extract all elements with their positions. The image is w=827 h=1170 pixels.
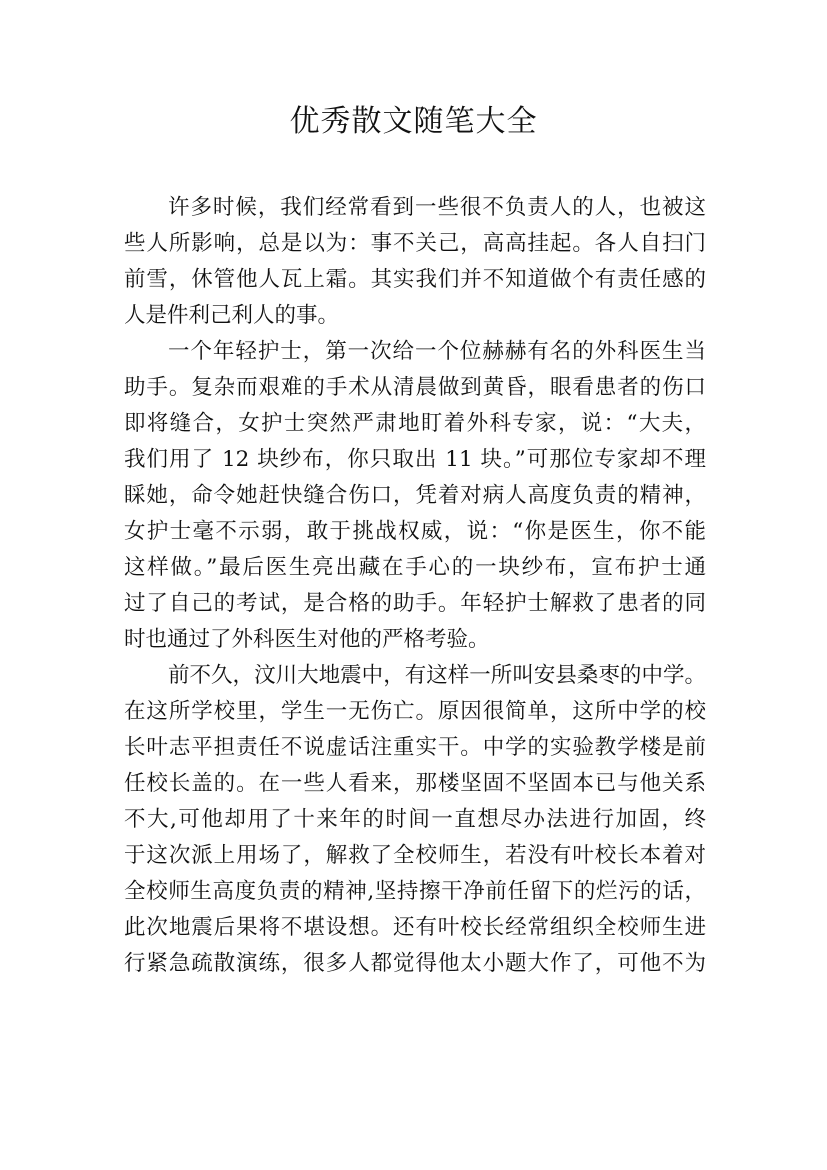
text-line: 行紧急疏散演练，很多人都觉得他太小题大作了，可他不为 xyxy=(124,951,706,976)
text-line: 长叶志平担责任不说虚话注重实干。中学的实验教学楼是前 xyxy=(124,735,706,760)
text-line: 许多时候，我们经常看到一些很不负责人的人，也被这 xyxy=(168,195,706,220)
text-line: 前不久，汶川大地震中，有这样一所叫安县桑枣的中学。 xyxy=(168,663,706,688)
text-line: 这样做。”最后医生亮出藏在手心的一块纱布，宣布护士通 xyxy=(124,555,706,580)
document-body xyxy=(124,190,706,982)
text-line: 前雪，休管他人瓦上霜。其实我们并不知道做个有责任感的 xyxy=(124,267,706,292)
text-line: 女护士毫不示弱，敢于挑战权威，说：“你是医生，你不能 xyxy=(124,519,706,544)
text-line: 些人所影响，总是以为：事不关己，高高挂起。各人自扫门 xyxy=(124,231,706,256)
text-line: 即将缝合，女护士突然严肃地盯着外科专家，说：“大夫， xyxy=(124,411,706,436)
paragraph-2 xyxy=(124,334,706,658)
text-line: 时也通过了外科医生对他的严格考验。 xyxy=(124,627,490,652)
text-line: 全校师生高度负责的精神,坚持擦干净前任留下的烂污的话， xyxy=(124,879,706,904)
text-line: 一个年轻护士，第一次给一个位赫赫有名的外科医生当 xyxy=(168,339,706,364)
text-line: 我们用了 12 块纱布，你只取出 11 块。”可那位专家却不理 xyxy=(124,447,706,472)
text-line: 助手。复杂而艰难的手术从清晨做到黄昏，眼看患者的伤口 xyxy=(124,375,706,400)
text-line: 此次地震后果将不堪设想。还有叶校长经常组织全校师生进 xyxy=(124,915,706,940)
text-line: 任校长盖的。在一些人看来，那楼坚固不坚固本已与他关系 xyxy=(124,771,706,796)
text-line: 不大,可他却用了十来年的时间一直想尽办法进行加固，终 xyxy=(124,807,706,832)
text-line: 人是件利己利人的事。 xyxy=(124,303,340,328)
text-line: 在这所学校里，学生一无伤亡。原因很简单，这所中学的校 xyxy=(124,699,706,724)
paragraph-1 xyxy=(124,190,706,334)
document-title: 优秀散文随笔大全 xyxy=(289,104,538,139)
text-line: 于这次派上用场了，解救了全校师生，若没有叶校长本着对 xyxy=(124,843,706,868)
paragraph-3 xyxy=(124,658,706,982)
text-line: 睬她，命令她赶快缝合伤口，凭着对病人高度负责的精神， xyxy=(124,483,706,508)
text-line: 过了自己的考试，是合格的助手。年轻护士解救了患者的同 xyxy=(124,591,706,616)
